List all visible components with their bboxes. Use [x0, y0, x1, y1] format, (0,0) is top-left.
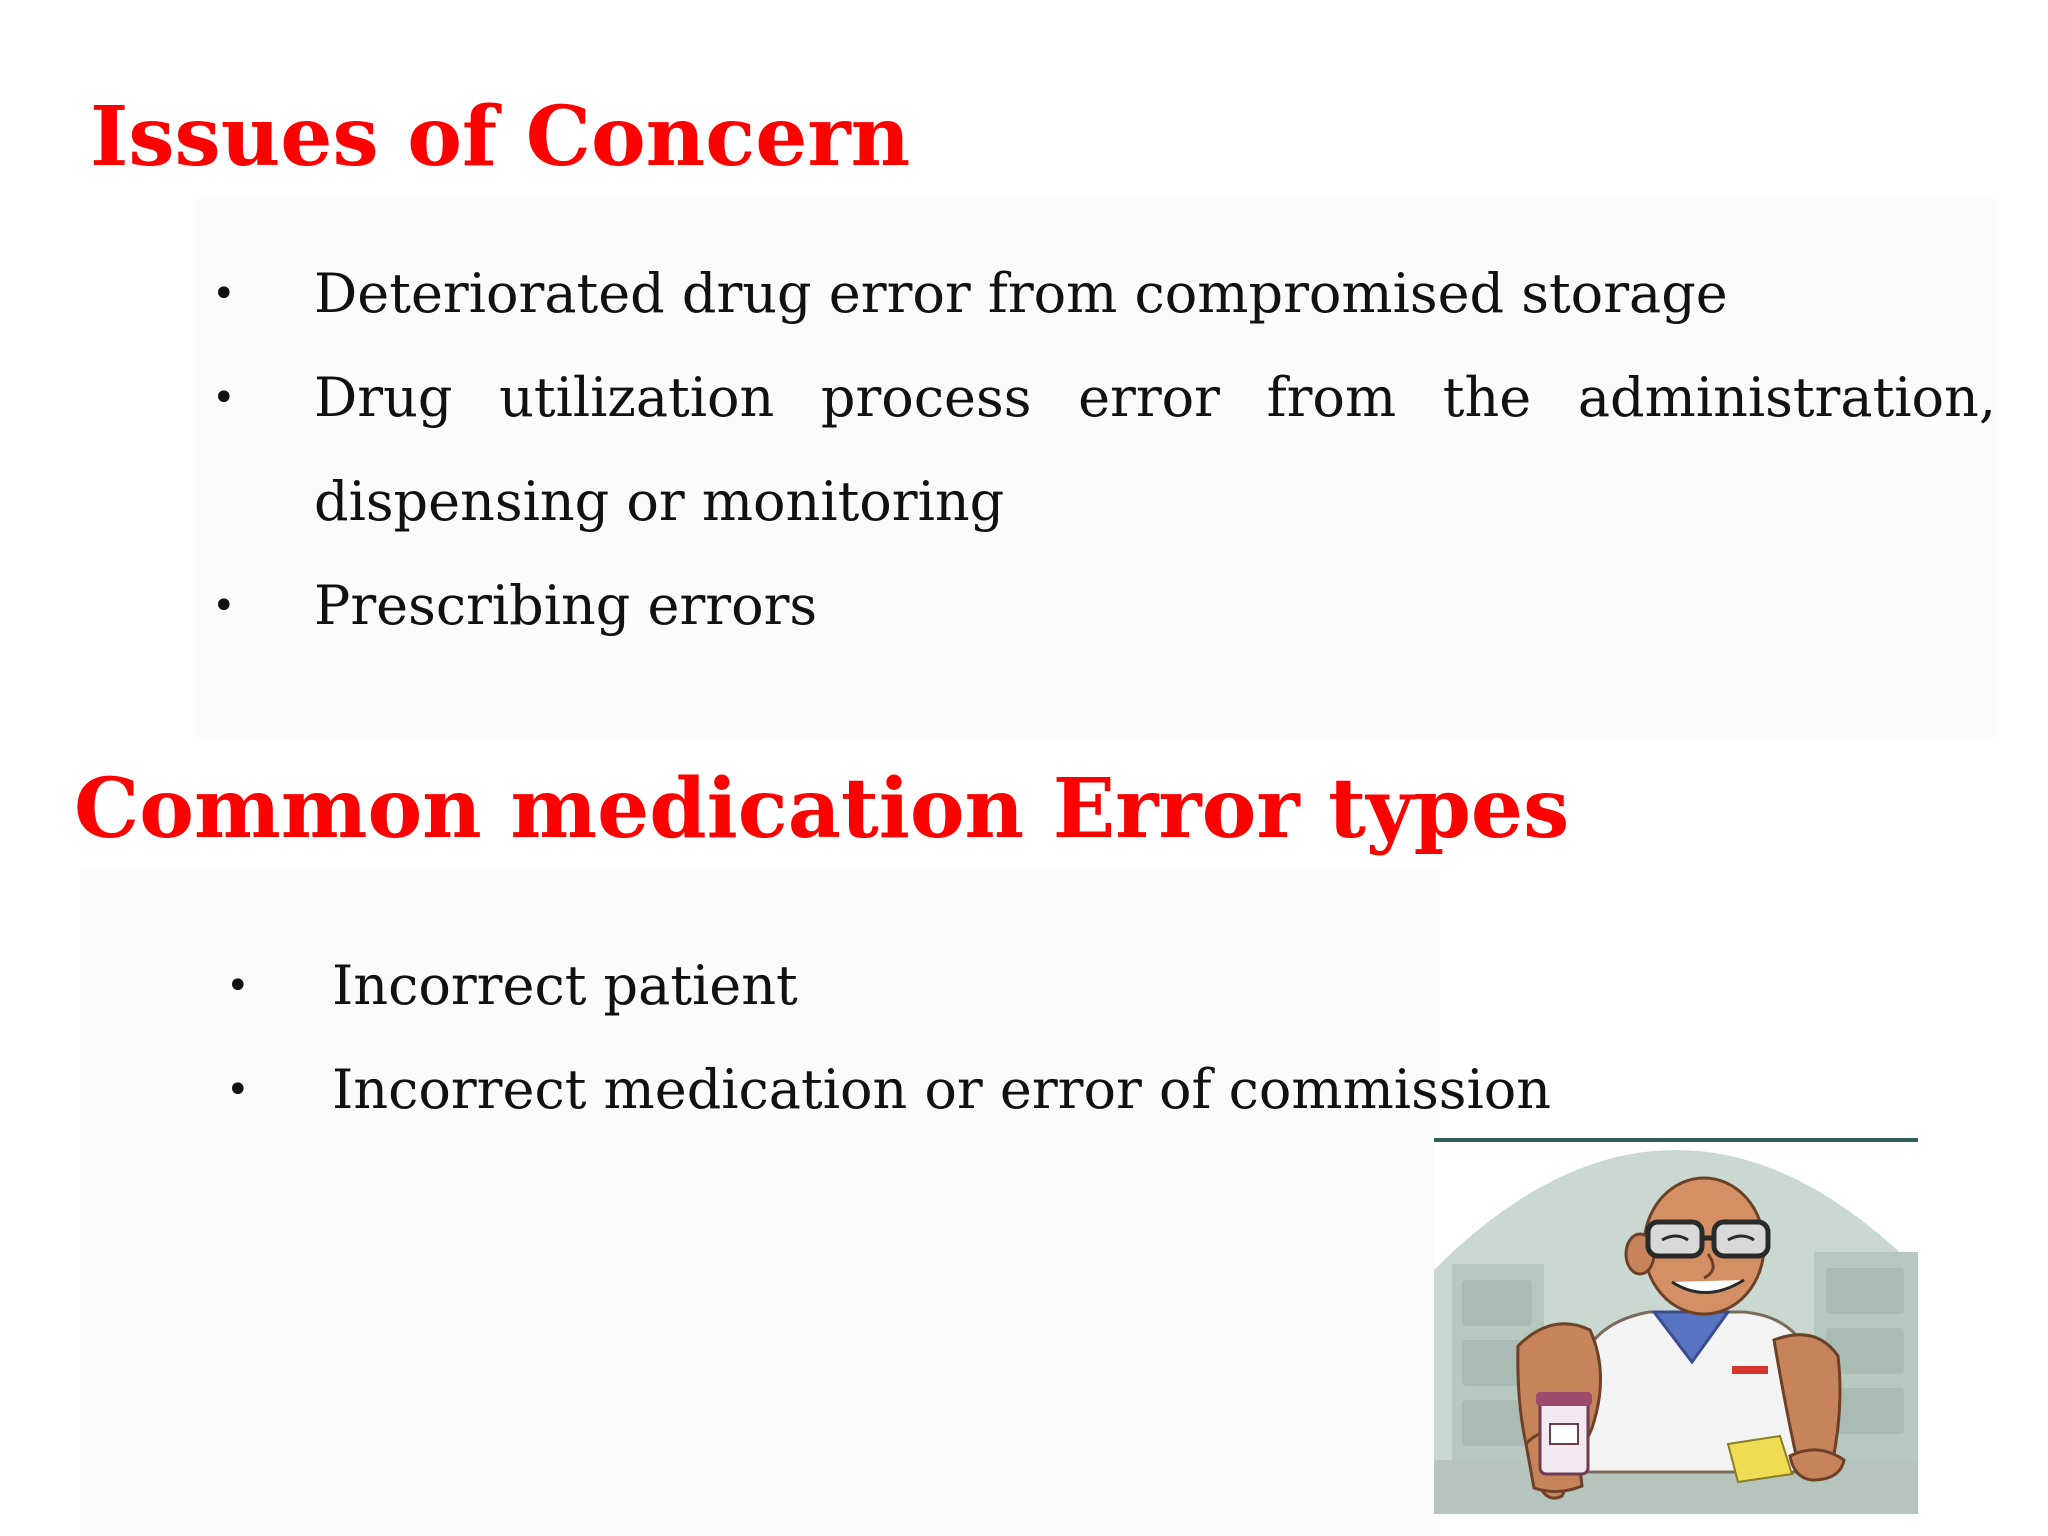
list-item	[206, 346, 1996, 554]
error-types-list	[220, 934, 1552, 1142]
bullet-icon: •	[226, 963, 250, 1009]
list-item-text: Drug utilization process error from the administration, dispensing or monitoring	[314, 366, 1996, 533]
pharmacist-cartoon-image	[1434, 1138, 1918, 1514]
list-item-text: Incorrect patient	[332, 954, 798, 1017]
issues-list	[206, 242, 1996, 658]
bullet-icon: •	[212, 375, 236, 421]
bullet-icon: •	[212, 271, 236, 317]
list-item	[220, 934, 1470, 1038]
bullet-icon: •	[212, 583, 236, 629]
list-item-text: Deteriorated drug error from compromised storage	[314, 262, 1728, 325]
list-item-text: Prescribing errors	[314, 574, 818, 637]
heading-issues-of-concern: Issues of Concern	[90, 89, 911, 185]
list-item	[206, 554, 1996, 658]
list-item	[220, 1038, 1552, 1142]
heading-common-error-types: Common medication Error types	[74, 761, 1570, 857]
pharmacist-cartoon-icon	[1434, 1142, 1918, 1514]
list-item-text: Incorrect medication or error of commission	[332, 1058, 1552, 1121]
bullet-icon: •	[226, 1067, 250, 1113]
list-item	[206, 242, 1996, 346]
